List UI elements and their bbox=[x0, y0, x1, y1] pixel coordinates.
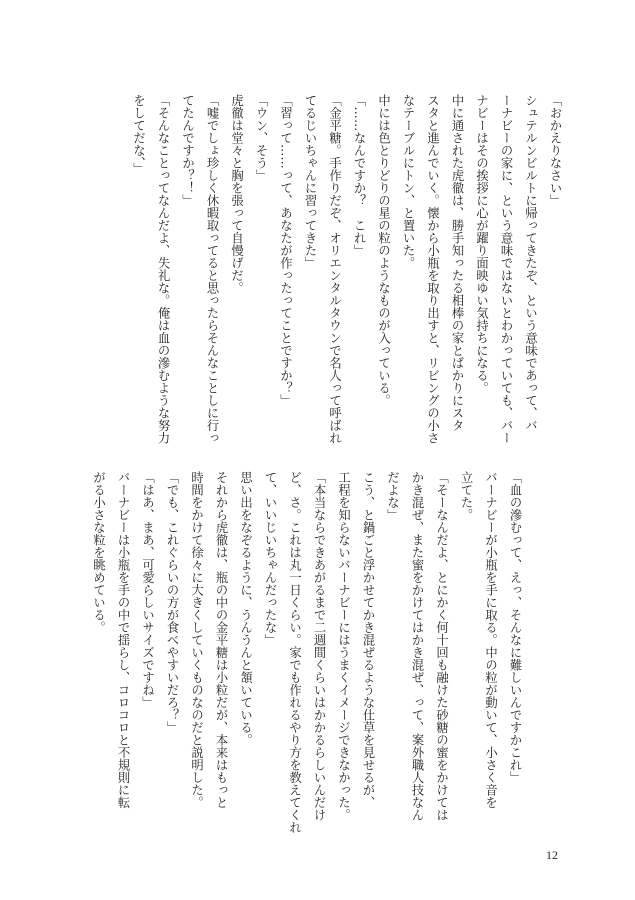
page-number: 12 bbox=[546, 848, 558, 862]
text-line: 中には色とりどりの星の粒のようなものが入っている。 bbox=[376, 94, 391, 407]
text-line: て、いいじいちゃんだったな」 bbox=[263, 471, 277, 646]
text-line: こう、と鍋ごと浮かせてかき混ぜるような仕草を見せるが、 bbox=[361, 471, 375, 809]
text-line: バーナビーは小瓶を手の中で揺らし、コロコロと不規則に転 bbox=[116, 471, 130, 809]
lower-text-block bbox=[91, 471, 527, 834]
text-line: 虎徹は堂々と胸を張って自慢げだ。 bbox=[229, 94, 244, 294]
text-line: 「でも、これぐらいの方が食べやすいだろ？」 bbox=[165, 471, 179, 734]
text-line: 思い出をなぞるように、うんうんと頷いている。 bbox=[238, 471, 253, 746]
text-line: バーナビーが小瓶を手に取る。中の粒が動いて、小さく音を bbox=[483, 471, 498, 809]
text-line: がる小さな粒を眺めている。 bbox=[91, 471, 106, 634]
text-line: 「おかえりなさい」 bbox=[548, 94, 562, 207]
text-line: 「そーなんだよ、とにかく何十回も融けた砂糖の蜜をかけては bbox=[434, 471, 449, 821]
text-line: 立てた。 bbox=[459, 471, 473, 521]
text-line: 「嘘でしょ珍しく休暇取ってると思ったらそんなことしに行っ bbox=[205, 94, 219, 444]
text-line: てたんですか？！」 bbox=[180, 94, 195, 207]
text-line: だよな」 bbox=[385, 471, 400, 521]
text-line: かき混ぜ、また蜜をかけてはかき混ぜ、って、案外職人技なん bbox=[410, 471, 424, 821]
text-line: 「はあ、まあ、可愛らしいサイズですね」 bbox=[140, 471, 155, 709]
text-line: それから虎徹は、瓶の中の金平糖は小粒だが、本来はもっと bbox=[214, 471, 228, 809]
text-line: をしてだな、」 bbox=[131, 94, 146, 176]
text-line: なテーブルにトン、と置いた。 bbox=[401, 94, 415, 269]
text-line: 「金平糖。手作りだぞ、オリエンタルタウンで名人って呼ばれ bbox=[327, 94, 342, 444]
text-line: 「本当ならできあがるまで二週間くらいはかかるらしいんだけ bbox=[312, 471, 326, 821]
text-line: 中に通された虎徹は、勝手知ったる相棒の家とばかりにスタ bbox=[450, 94, 464, 432]
text-line: てるじいちゃんに習ってきた」 bbox=[303, 94, 317, 269]
text-line: 「そんなことってなんだよ、失礼な。俺は血の滲むような努力 bbox=[156, 94, 170, 444]
text-line: シュテルンビルトに帰ってきたぞ、という意味であって、バ bbox=[523, 94, 538, 432]
text-line: 「ウン、そう」 bbox=[254, 94, 268, 182]
text-line: スタと進んでいく。懐から小瓶を取り出すと、リビングの小さ bbox=[425, 94, 440, 444]
text-line: 時間をかけて徐々に大きくしていくものなのだと説明した。 bbox=[189, 471, 204, 809]
text-line: ナビーはその挨拶に心が躍り面映ゆい気持ちになる。 bbox=[474, 94, 489, 394]
text-line: 工程を知らないバーナビーにはうまくイメージできなかった。 bbox=[336, 471, 351, 821]
text-line: 「……なんですか？ これ」 bbox=[352, 94, 366, 257]
text-line: 「血の滲むって、えっ、そんなに難しいんですかこれ」 bbox=[508, 471, 522, 784]
upper-text-block bbox=[127, 94, 567, 444]
text-line: ーナビーの家に、という意味ではないとわかっていても、バー bbox=[499, 94, 513, 444]
text-line: 「習って……って、あなたが作ったってことですか？」 bbox=[278, 94, 293, 407]
text-line: ど、さ。これは丸一日くらい。家でも作れるやり方を教えてくれ bbox=[287, 471, 302, 834]
